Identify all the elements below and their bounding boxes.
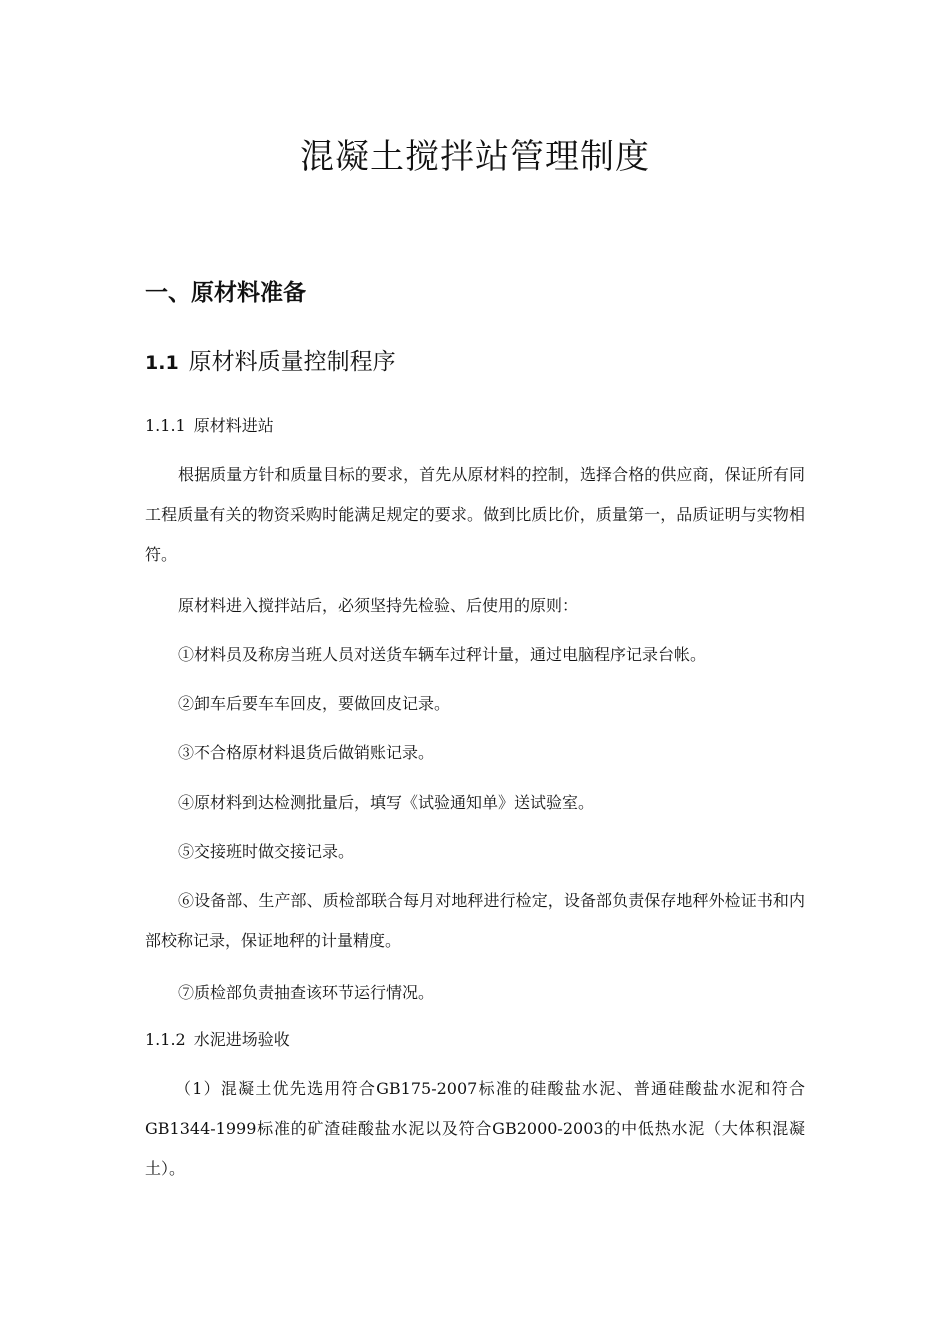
item-heading-1-1-2 [145,1028,290,1052]
item-heading-1-1-1 [145,414,274,438]
item-number: 1.1.2 [145,1030,186,1049]
step-item: ⑦质检部负责抽查该环节运行情况。 [178,983,435,1002]
intro-paragraph: 根据质量方针和质量目标的要求，首先从原材料的控制，选择合格的供应商，保证所有同工程质量有关的物资采购时能满足规定的要求。做到比质比价，质量第一，品质证明与实物相符。 [145,465,805,564]
subsection-title: 原材料质量控制程序 [188,349,396,375]
cement-paragraph: （1）混凝土优先选用符合GB175-2007标准的硅酸盐水泥、普通硅酸盐水泥和符合GB1344-1999标准的矿渣硅酸盐水泥以及符合GB2000-2003的中低热水泥（大体积混凝土）。 [145,1079,805,1178]
step-item: ①材料员及称房当班人员对送货车辆车过秤计量，通过电脑程序记录台帐。 [178,645,707,664]
item-title: 原材料进站 [193,416,274,435]
step-item: ④原材料到达检测批量后，填写《试验通知单》送试验室。 [178,793,595,812]
section-heading: 一、原材料准备 [145,280,306,306]
subsection-number: 1.1 [145,352,179,374]
subsection-heading [145,345,396,380]
principle-line: 原材料进入搅拌站后，必须坚持先检验、后使用的原则： [178,596,579,615]
step-item: ③不合格原材料退货后做销账记录。 [178,743,435,762]
step-item: ②卸车后要车车回皮，要做回皮记录。 [178,694,451,713]
step-item: ⑤交接班时做交接记录。 [178,842,355,861]
step-item-long: ⑥设备部、生产部、质检部联合每月对地秤进行检定，设备部负责保存地秤外检证书和内部校称记录，保证地秤的计量精度。 [145,891,805,950]
document-title: 混凝土搅拌站管理制度 [300,137,650,177]
item-number: 1.1.1 [145,416,186,435]
item-title: 水泥进场验收 [193,1030,290,1049]
